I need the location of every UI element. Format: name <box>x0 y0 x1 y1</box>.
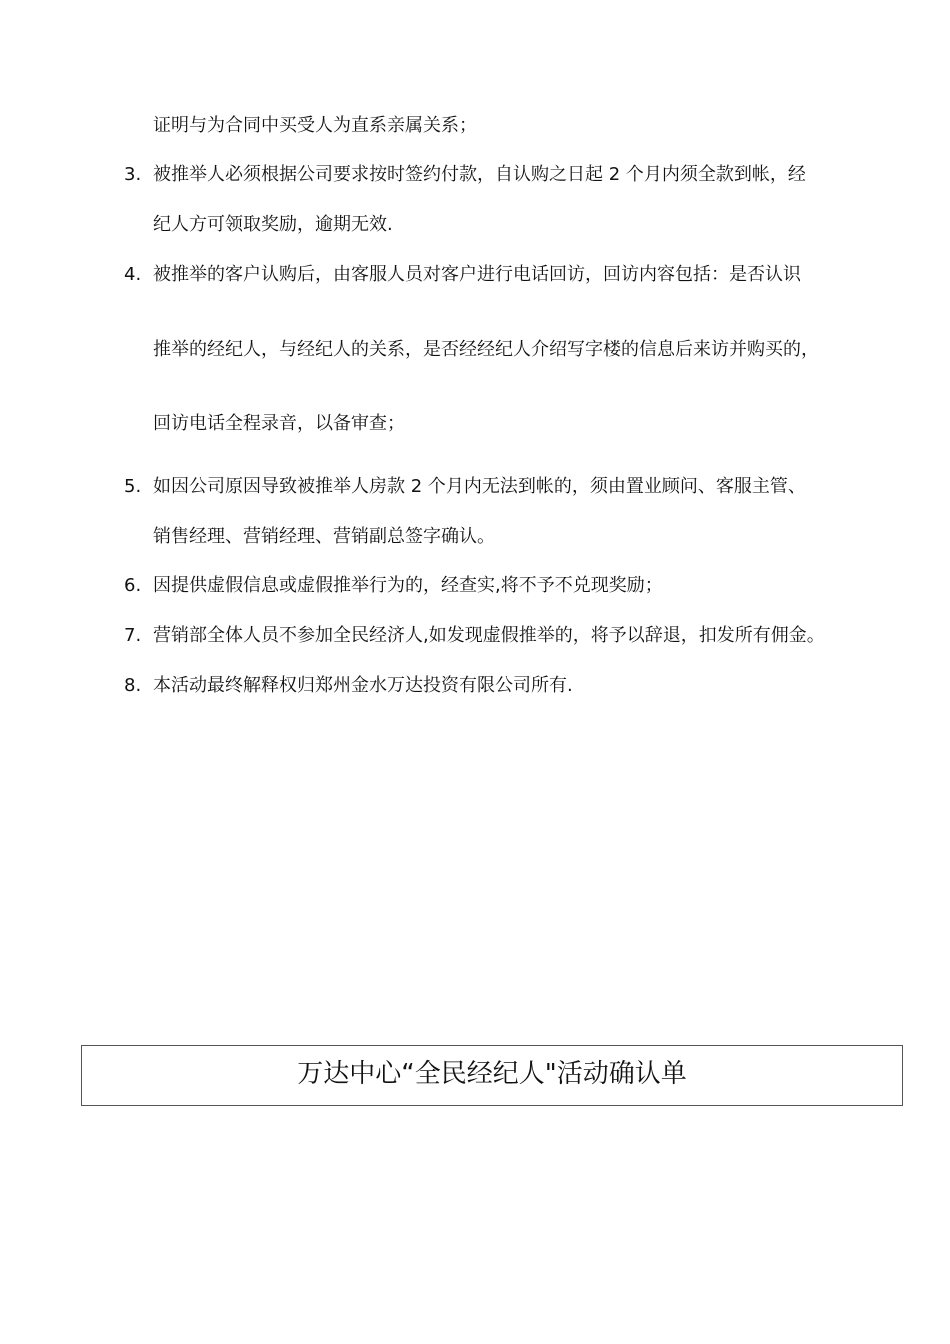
rule-4-line-1: 被推举的客户认购后，由客服人员对客户进行电话回访，回访内容包括：是否认识 <box>153 264 801 285</box>
rule-3-line-2: 纪人方可领取奖励，逾期无效. <box>153 214 393 235</box>
form-title-box <box>81 1045 903 1106</box>
rule-number-6: 6. <box>124 575 142 596</box>
rule-number-7: 7. <box>124 625 142 646</box>
rule-number-8: 8. <box>124 675 142 696</box>
rule-number-4: 4. <box>124 264 142 285</box>
rule-7-line-1: 营销部全体人员不参加全民经济人,如发现虚假推举的，将予以辞退，扣发所有佣金。 <box>153 625 825 646</box>
rule-3-line-1: 被推举人必须根据公司要求按时签约付款，自认购之日起 2 个月内须全款到帐，经 <box>153 164 806 185</box>
rule-number-3: 3. <box>124 164 142 185</box>
rule-4-line-2: 推举的经纪人，与经纪人的关系，是否经经纪人介绍写字楼的信息后来访并购买的， <box>153 339 819 360</box>
rule-5-line-2: 销售经理、营销经理、营销副总签字确认。 <box>153 526 495 547</box>
rule-5-line-1: 如因公司原因导致被推举人房款 2 个月内无法到帐的，须由置业顾问、客服主管、 <box>153 476 806 497</box>
rule-8-line-1: 本活动最终解释权归郑州金水万达投资有限公司所有. <box>153 675 573 696</box>
rule-continuation-line: 证明与为合同中买受人为直系亲属关系； <box>153 115 477 136</box>
form-title: 万达中心“全民经纪人"活动确认单 <box>297 1059 687 1089</box>
rule-4-line-3: 回访电话全程录音，以备审查； <box>153 413 405 434</box>
rule-6-line-1: 因提供虚假信息或虚假推举行为的，经查实,将不予不兑现奖励； <box>153 575 663 596</box>
rule-number-5: 5. <box>124 476 142 497</box>
